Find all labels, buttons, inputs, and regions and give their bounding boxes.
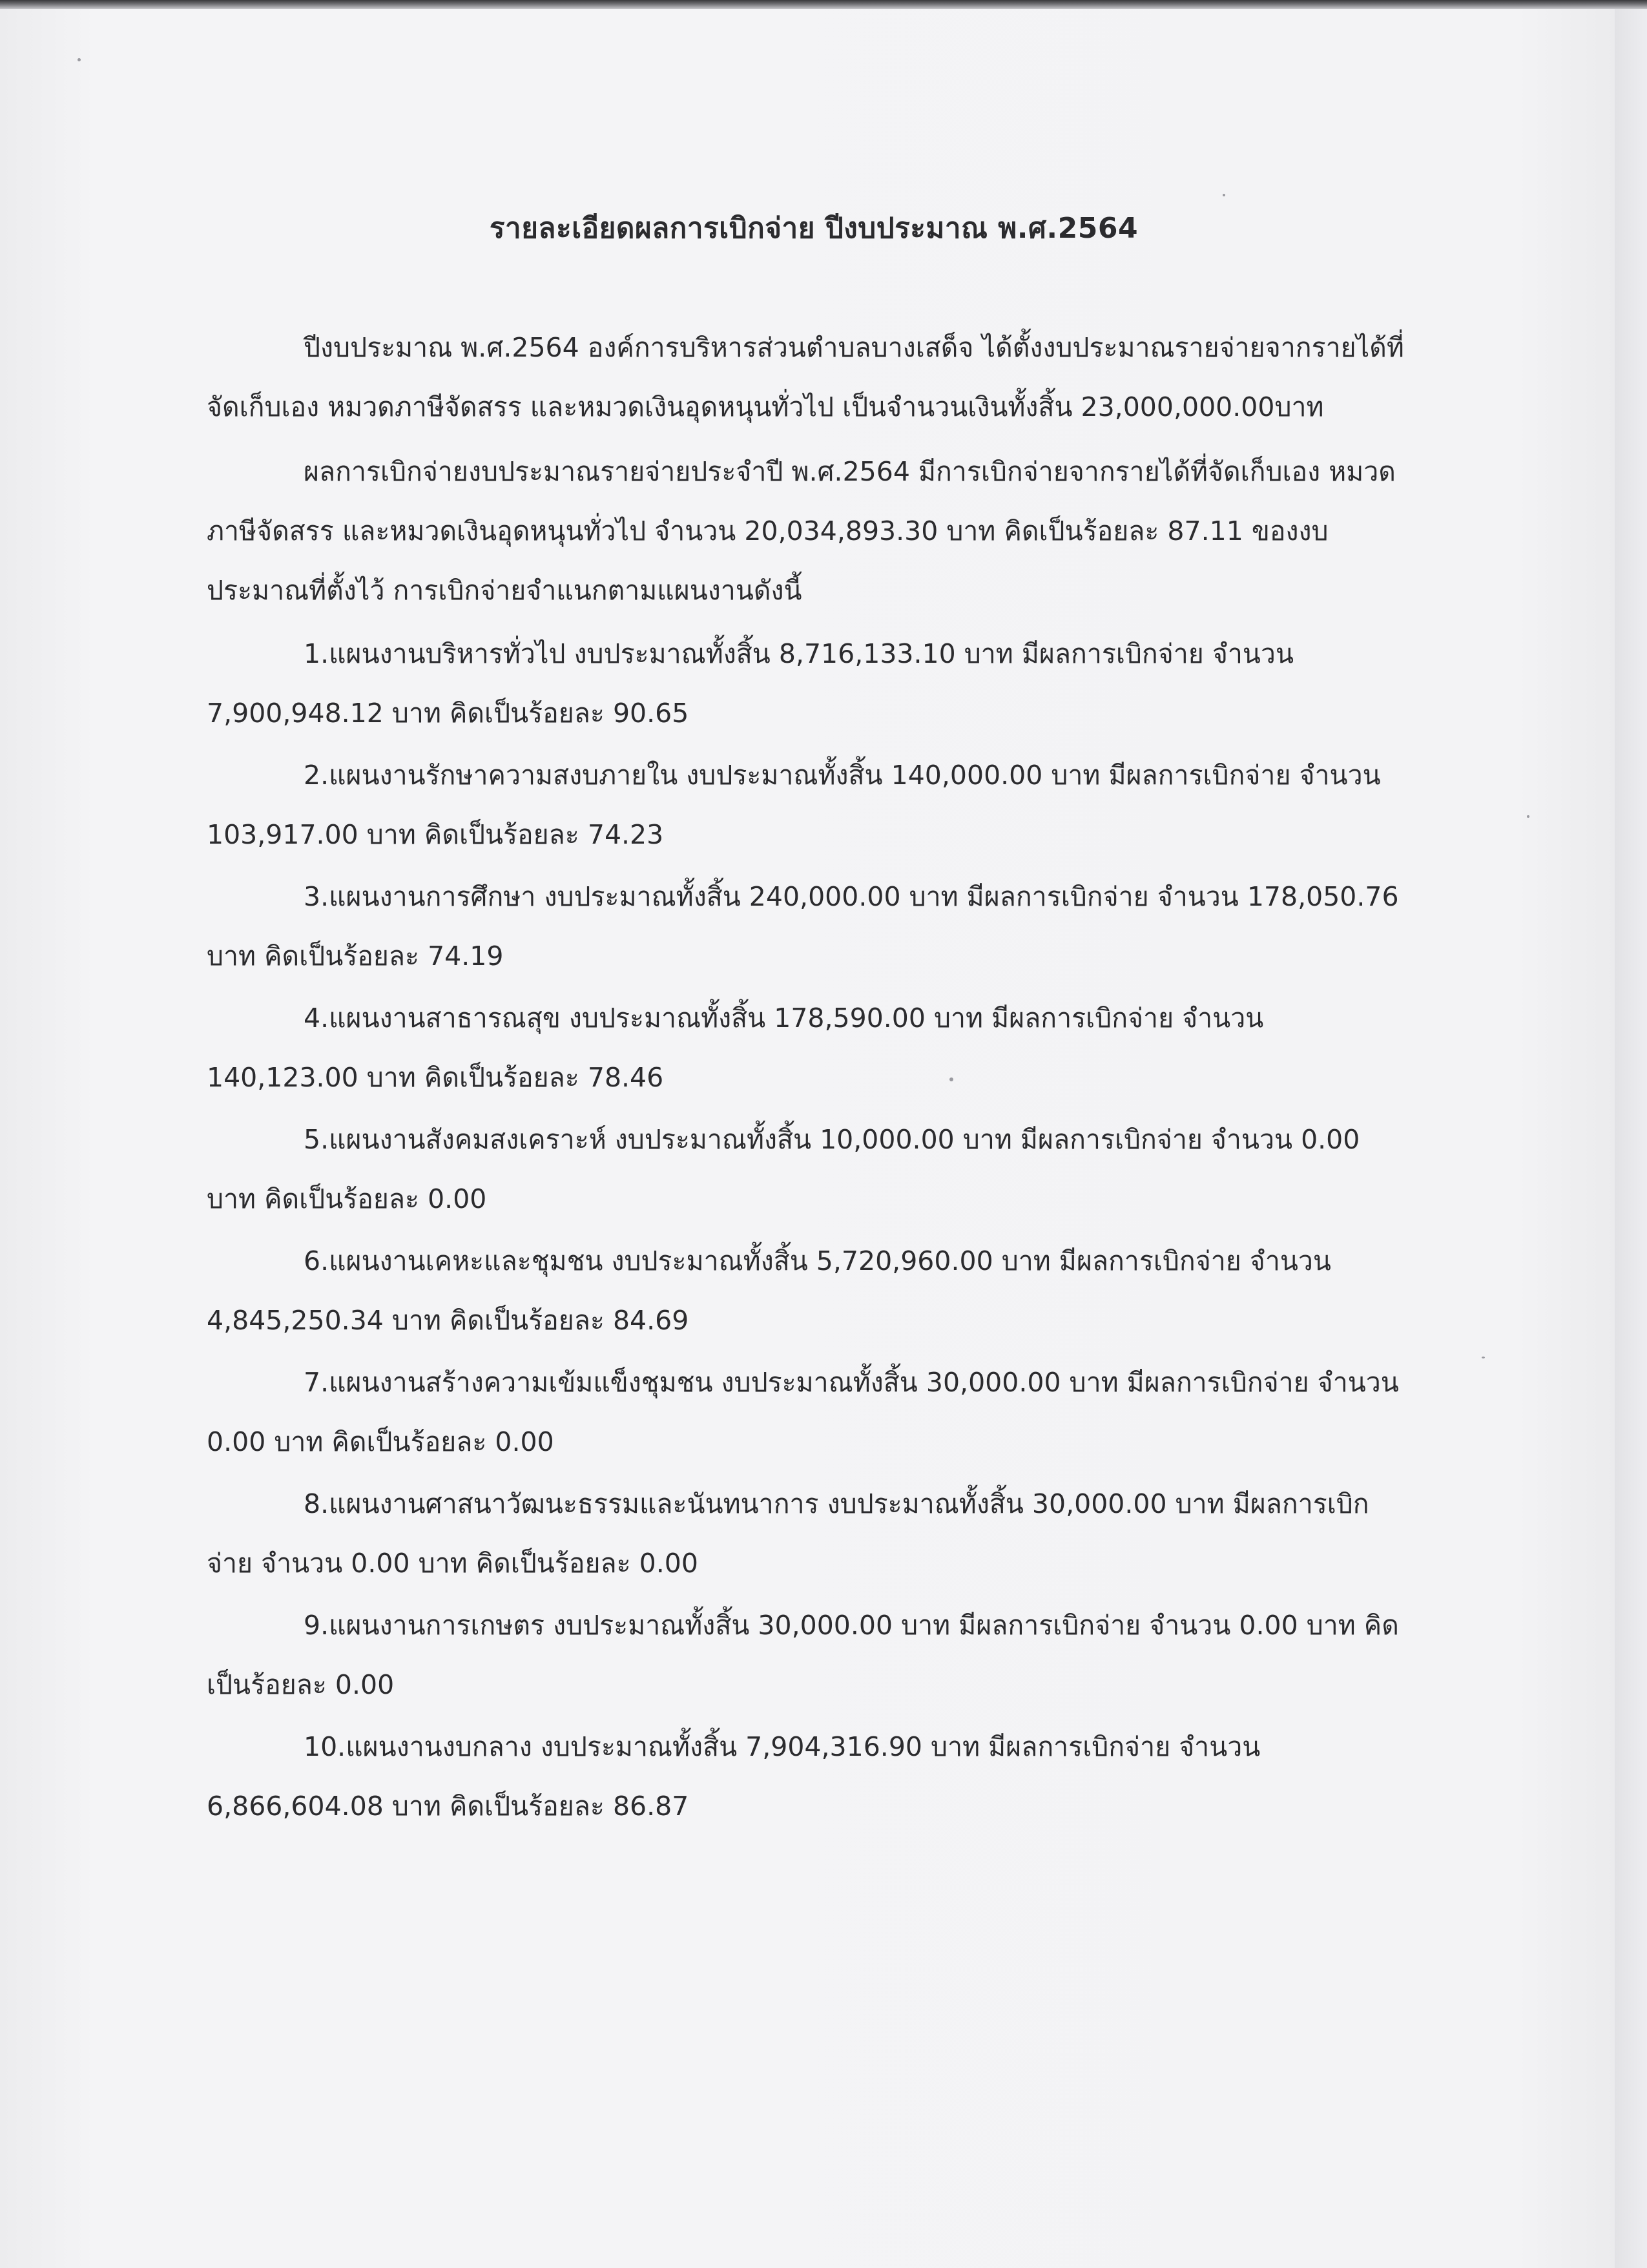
plan-item: 10.แผนงานงบกลาง งบประมาณทั้งสิ้น 7,904,316.90 บาท มีผลการเบิกจ่าย จำนวน 6,866,604.08 บาท คิดเป็นร้อยละ 86.87 [207, 1731, 1261, 1822]
scanner-bed-edge [1615, 0, 1647, 2268]
plan-item: 7.แผนงานสร้างความเข้มแข็งชุมชน งบประมาณทั้งสิ้น 30,000.00 บาท มีผลการเบิกจ่าย จำนวน 0.00 บาท คิดเป็นร้อยละ 0.00 [207, 1367, 1399, 1457]
plan-item: 4.แผนงานสาธารณสุข งบประมาณทั้งสิ้น 178,590.00 บาท มีผลการเบิกจ่าย จำนวน 140,123.00 บาท คิดเป็นร้อยละ 78.46 [207, 1003, 1264, 1093]
scan-top-edge [0, 0, 1647, 9]
plan-item: 3.แผนงานการศึกษา งบประมาณทั้งสิ้น 240,000.00 บาท มีผลการเบิกจ่าย จำนวน 178,050.76 บาท คิดเป็นร้อยละ 74.19 [207, 881, 1399, 972]
plan-item: 2.แผนงานรักษาความสงบภายใน งบประมาณทั้งสิ้น 140,000.00 บาท มีผลการเบิกจ่าย จำนวน 103,917.00 บาท คิดเป็นร้อยละ 74.23 [207, 760, 1381, 850]
plan-item: 6.แผนงานเคหะและชุมชน งบประมาณทั้งสิ้น 5,720,960.00 บาท มีผลการเบิกจ่าย จำนวน 4,845,250.34 บาท คิดเป็นร้อยละ 84.69 [207, 1245, 1331, 1336]
summary-paragraph: ผลการเบิกจ่ายงบประมาณรายจ่ายประจำปี พ.ศ.2564 มีการเบิกจ่ายจากรายได้ที่จัดเก็บเอง หมวดภาษีจัดสรร และหมวดเงินอุดหนุนทั่วไป จำนวน 20,034,893.30 บาท คิดเป็นร้อยละ 87.11 ของงบประมาณที่ตั้งไว้ การเบิกจ่ายจำแนกตามแผนงานดังนี้ [207, 456, 1396, 606]
plan-item: 8.แผนงานศาสนาวัฒนะธรรมและนันทนาการ งบประมาณทั้งสิ้น 30,000.00 บาท มีผลการเบิกจ่าย จำนวน 0.00 บาท คิดเป็นร้อยละ 0.00 [207, 1488, 1369, 1579]
document-title: รายละเอียดผลการเบิกจ่าย ปีงบประมาณ พ.ศ.2564 [489, 212, 1139, 245]
dust-speck [1527, 815, 1529, 818]
plan-item: 1.แผนงานบริหารทั่วไป งบประมาณทั้งสิ้น 8,716,133.10 บาท มีผลการเบิกจ่าย จำนวน 7,900,948.12 บาท คิดเป็นร้อยละ 90.65 [207, 638, 1294, 729]
plan-item: 9.แผนงานการเกษตร งบประมาณทั้งสิ้น 30,000.00 บาท มีผลการเบิกจ่าย จำนวน 0.00 บาท คิดเป็นร้อยละ 0.00 [207, 1610, 1399, 1700]
dust-speck [1482, 1357, 1485, 1358]
intro-paragraph: ปีงบประมาณ พ.ศ.2564 องค์การบริหารส่วนตำบลบางเสด็จ ได้ตั้งงบประมาณรายจ่ายจากรายได้ที่จัดเก็บเอง หมวดภาษีจัดสรร และหมวดเงินอุดหนุนทั่วไป เป็นจำนวนเงินทั้งสิ้น 23,000,000.00บาท [207, 332, 1404, 422]
dust-speck [78, 58, 81, 61]
plan-item: 5.แผนงานสังคมสงเคราะห์ งบประมาณทั้งสิ้น 10,000.00 บาท มีผลการเบิกจ่าย จำนวน 0.00 บาท คิดเป็นร้อยละ 0.00 [207, 1124, 1360, 1214]
dust-speck [1223, 194, 1225, 196]
